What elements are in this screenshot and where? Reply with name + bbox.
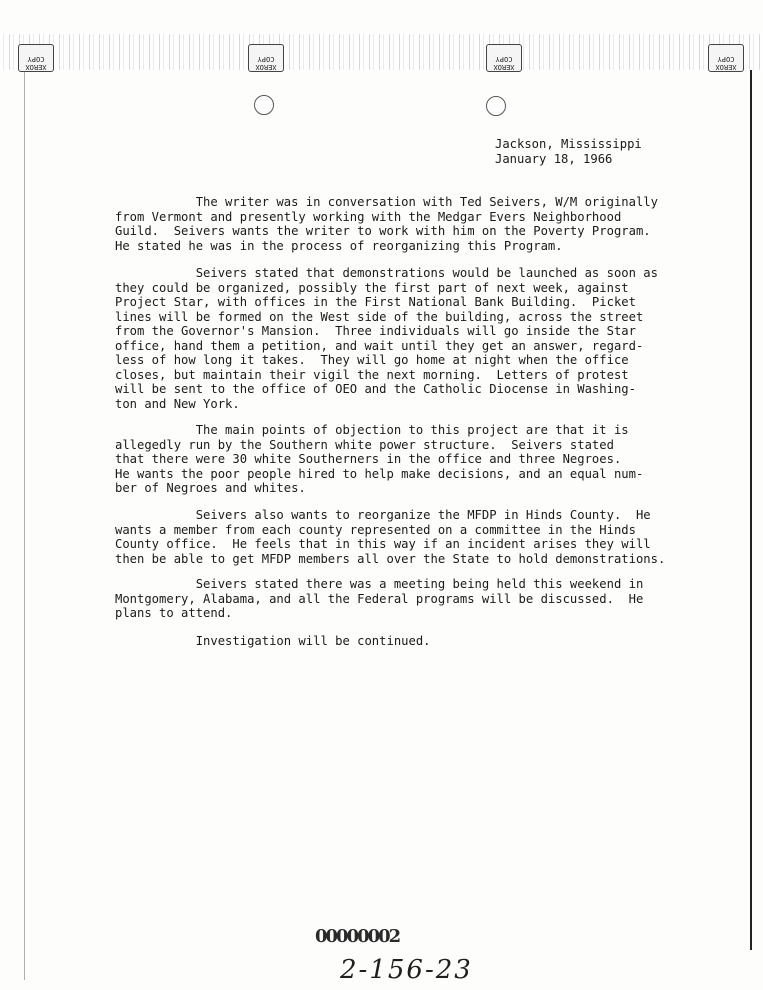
dateline-place: Jackson, Mississippi <box>495 137 642 151</box>
right-margin-line <box>750 70 752 950</box>
body-paragraph: The writer was in conversation with Ted Seivers, W/M originally from Vermont and presently working with the Medgar Evers Neighborhood Guild. Seivers wants the writer to work with him on the Poverty Program. He stated he was in the process of reorganizing this Program. <box>115 195 658 253</box>
body-paragraph: The main points of objection to this project are that it is allegedly run by the Southern white power structure. Seivers stated that there were 30 white Southerners in the office and three Negroes. He wants the poor people hired to help make decisions, and an equal num- ber of Negroes and whites. <box>115 423 644 495</box>
xerox-copy-mark: XEROX COPY <box>18 44 54 72</box>
serial-stamp: 00000002 <box>315 926 400 947</box>
xerox-copy-mark: XEROX COPY <box>486 44 522 72</box>
binding-strip <box>0 34 763 70</box>
file-number-handwritten: 2-156-23 <box>340 955 473 985</box>
left-margin-line <box>24 60 25 980</box>
xerox-copy-mark: XEROX COPY <box>708 44 744 72</box>
dateline <box>495 137 642 167</box>
xerox-copy-mark: XEROX COPY <box>248 44 284 72</box>
punch-hole-icon <box>486 96 506 116</box>
body-paragraph: Seivers stated there was a meeting being held this weekend in Montgomery, Alabama, and all the Federal programs will be discussed. He plans to attend. <box>115 577 644 620</box>
body-paragraph: Investigation will be continued. <box>115 634 431 648</box>
punch-hole-icon <box>254 95 274 115</box>
body-paragraph: Seivers stated that demonstrations would be launched as soon as they could be organized, possibly the first part of next week, against Project Star, with offices in the First National Bank Building. Picket lines will be formed on the West side of the building, across the street from the Governor's Mansion. Three individuals will go inside the Star office, hand them a petition, and wait until they get an answer, regard- less of how long it takes. They will go home at night when the office closes, but maintain their vigil the next morning. Letters of protest will be sent to the office of OEO and the Catholic Diocense in Washing- ton and New York. <box>115 266 658 411</box>
dateline-date: January 18, 1966 <box>495 152 613 166</box>
body-paragraph: Seivers also wants to reorganize the MFDP in Hinds County. He wants a member from each county represented on a committee in the Hinds County office. He feels that in this way if an incident arises they will then be able to get MFDP members all over the State to hold demonstrations. <box>115 508 666 566</box>
